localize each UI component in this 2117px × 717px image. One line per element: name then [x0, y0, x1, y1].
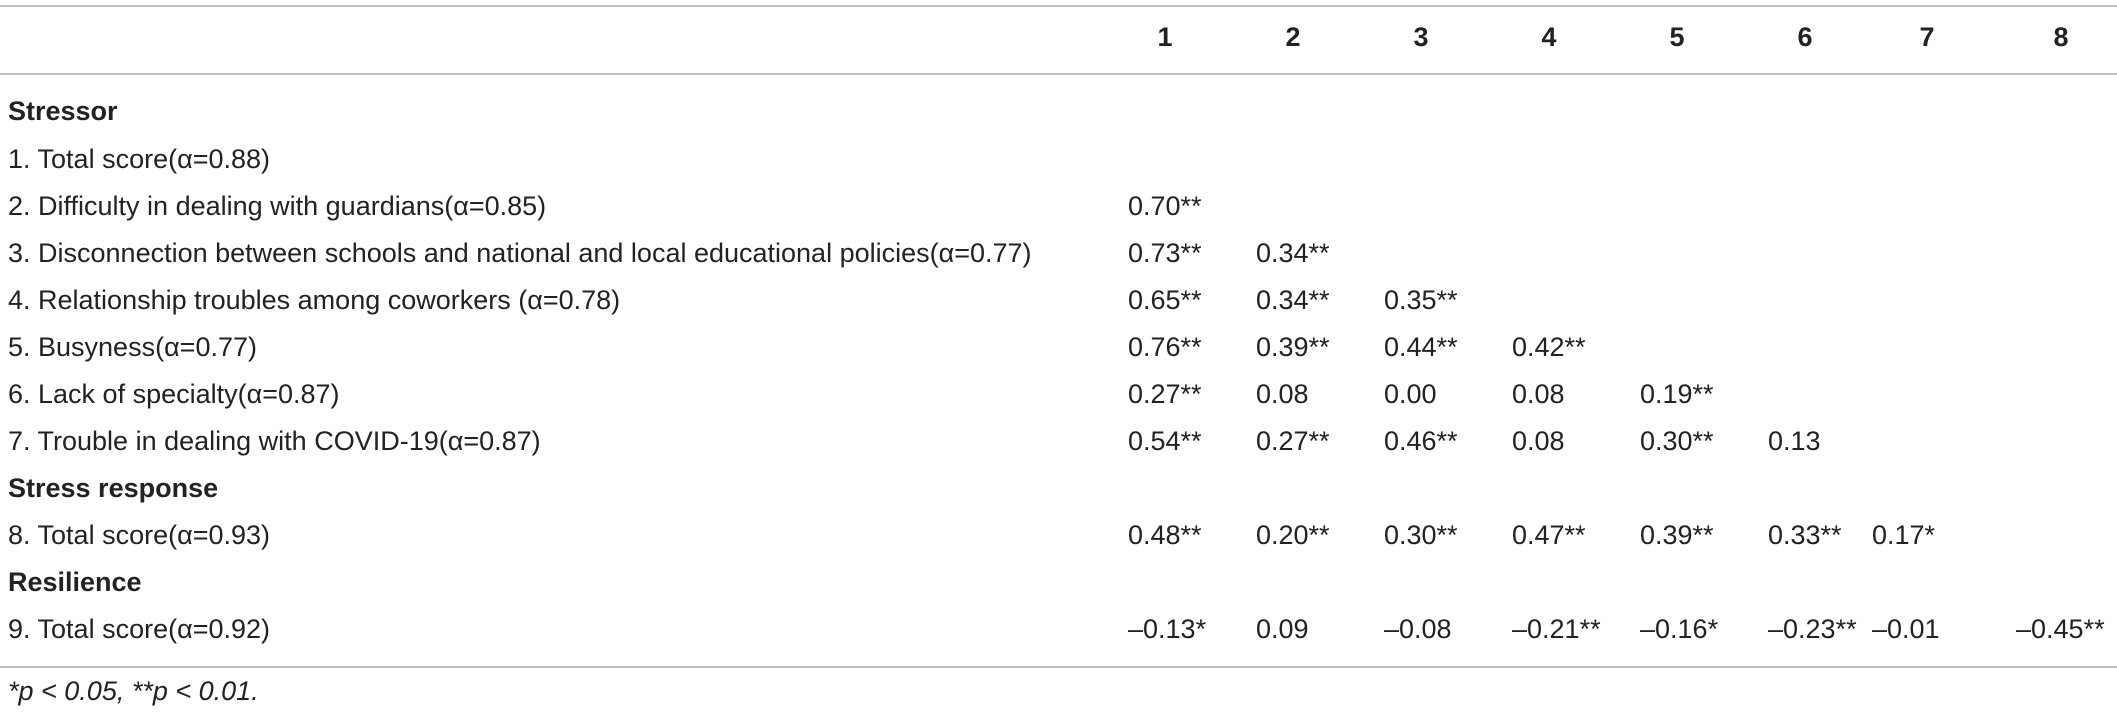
table-cell: 0.00: [1384, 379, 1437, 409]
table-cell: 0.70**: [1128, 191, 1202, 221]
table-row: [0, 277, 2117, 324]
column-header-5: 5: [1669, 22, 1685, 52]
table-row: [0, 418, 2117, 465]
table-cell: 0.65**: [1128, 285, 1202, 315]
top-rule: [0, 5, 2117, 7]
table-row: [0, 371, 2117, 418]
table-cell: 0.47**: [1512, 520, 1586, 550]
table-cell: –0.08: [1384, 614, 1452, 644]
section-label: Stress response: [8, 473, 219, 503]
column-header-8: 8: [2053, 22, 2069, 52]
section-row: [0, 559, 2117, 606]
table-cell: –0.23**: [1768, 614, 1857, 644]
table-cell: 0.30**: [1384, 520, 1458, 550]
table-row: [0, 324, 2117, 371]
table-cell: 0.19**: [1640, 379, 1714, 409]
section-label: Resilience: [8, 567, 142, 597]
table-cell: –0.21**: [1512, 614, 1601, 644]
column-header-3: 3: [1413, 22, 1429, 52]
section-row: [0, 465, 2117, 512]
table-cell: 0.27**: [1256, 426, 1330, 456]
column-header-1: 1: [1157, 22, 1173, 52]
table-cell: 0.30**: [1640, 426, 1714, 456]
table-cell: 0.34**: [1256, 285, 1330, 315]
table-cell: 0.13: [1768, 426, 1821, 456]
row-label: 1. Total score(α=0.88): [8, 144, 270, 174]
table-cell: –0.01: [1872, 614, 1940, 644]
header-row: [0, 14, 2117, 61]
table-row: [0, 136, 2117, 183]
table-cell: –0.13*: [1128, 614, 1207, 644]
table-cell: 0.08: [1512, 379, 1565, 409]
table-cell: 0.39**: [1256, 332, 1330, 362]
column-header-4: 4: [1541, 22, 1557, 52]
table-cell: –0.45**: [2016, 614, 2105, 644]
table-cell: 0.08: [1256, 379, 1309, 409]
column-header-6: 6: [1797, 22, 1813, 52]
table-cell: 0.39**: [1640, 520, 1714, 550]
table-cell: 0.76**: [1128, 332, 1202, 362]
row-label: 6. Lack of specialty(α=0.87): [8, 379, 340, 409]
row-label: 7. Trouble in dealing with COVID-19(α=0.87): [8, 426, 541, 456]
row-label: 2. Difficulty in dealing with guardians(α=0.85): [8, 191, 547, 221]
table-cell: 0.46**: [1384, 426, 1458, 456]
section-label: Stressor: [8, 96, 118, 126]
section-row: [0, 88, 2117, 135]
table-cell: 0.17*: [1872, 520, 1936, 550]
row-label: 4. Relationship troubles among coworkers (α=0.78): [8, 285, 621, 315]
table-cell: 0.34**: [1256, 238, 1330, 268]
table-row: [0, 606, 2117, 653]
row-label: 9. Total score(α=0.92): [8, 614, 270, 644]
column-header-2: 2: [1285, 22, 1301, 52]
table-cell: 0.08: [1512, 426, 1565, 456]
table-cell: 0.48**: [1128, 520, 1202, 550]
table-cell: 0.44**: [1384, 332, 1458, 362]
table-cell: 0.35**: [1384, 285, 1458, 315]
table-row: [0, 183, 2117, 230]
table-cell: 0.54**: [1128, 426, 1202, 456]
table-row: [0, 512, 2117, 559]
column-header-7: 7: [1919, 22, 1935, 52]
bottom-rule: [0, 666, 2117, 668]
header-rule: [0, 73, 2117, 75]
row-label: 3. Disconnection between schools and national and local educational policies(α=0.77): [8, 238, 1032, 268]
table-cell: 0.73**: [1128, 238, 1202, 268]
table-footnote: *p < 0.05, **p < 0.01.: [8, 676, 259, 706]
row-label: 5. Busyness(α=0.77): [8, 332, 257, 362]
table-cell: 0.33**: [1768, 520, 1842, 550]
table-row: [0, 230, 2117, 277]
table-cell: 0.09: [1256, 614, 1309, 644]
table-cell: 0.42**: [1512, 332, 1586, 362]
table-cell: 0.20**: [1256, 520, 1330, 550]
table-cell: –0.16*: [1640, 614, 1719, 644]
table-cell: 0.27**: [1128, 379, 1202, 409]
row-label: 8. Total score(α=0.93): [8, 520, 270, 550]
